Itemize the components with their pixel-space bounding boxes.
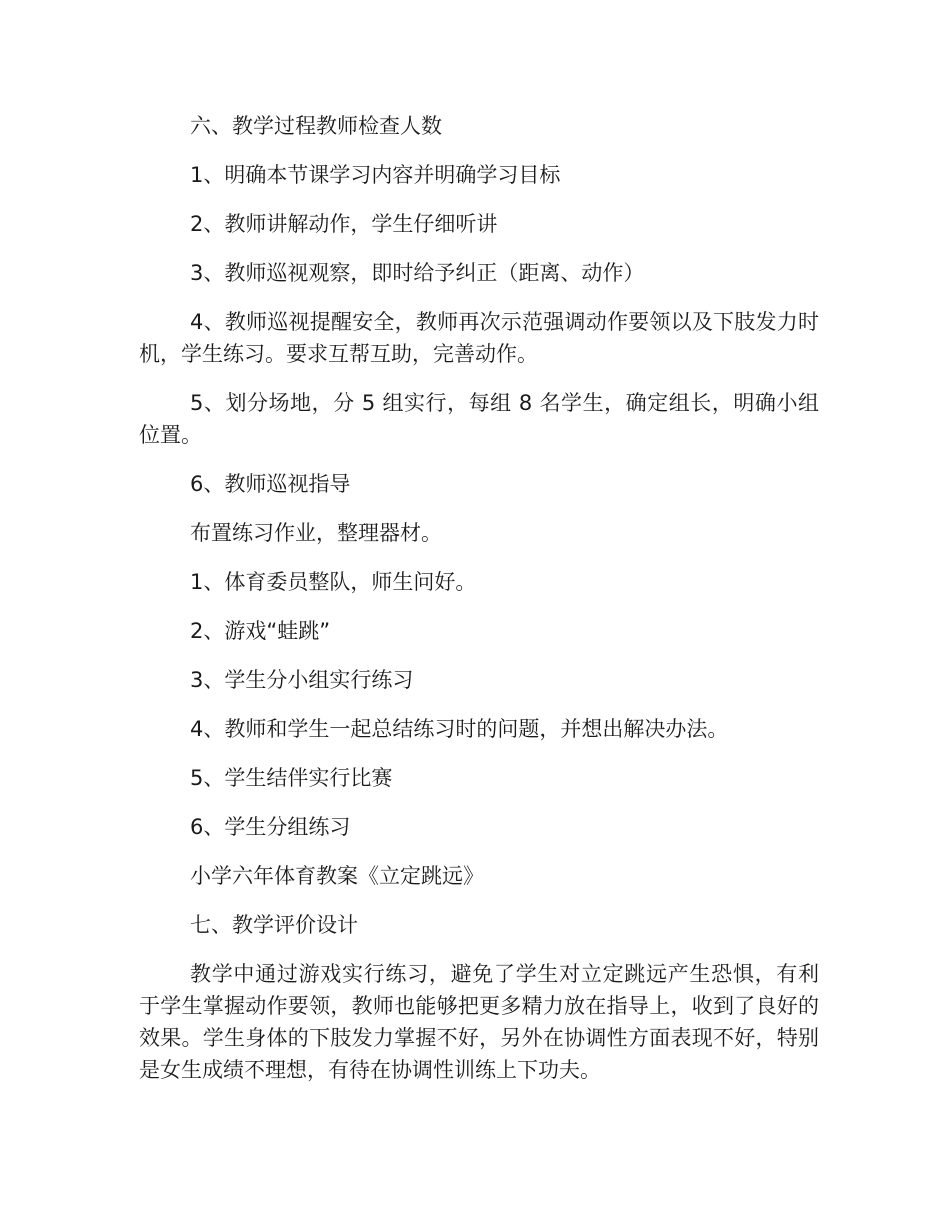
activity-step-6: 6、学生分组练习 [190, 815, 351, 839]
section-heading-teaching-process: 六、教学过程教师检查人数 [190, 114, 442, 138]
activity-step-3: 3、学生分小组实行练习 [190, 668, 414, 692]
process-step-6: 6、教师巡视指导 [190, 472, 351, 496]
homework-paragraph: 布置练习作业，整理器材。 [190, 521, 442, 545]
activity-step-1: 1、体育委员整队，师生问好。 [190, 570, 477, 594]
process-step-4: 4、教师巡视提醒安全，教师再次示范强调动作要领以及下肢发力时机，学生练习。要求互帮互助，完善动作。 [139, 310, 819, 366]
activity-step-4: 4、教师和学生一起总结练习时的问题，并想出解决办法。 [190, 717, 729, 741]
document-body [139, 110, 819, 1103]
evaluation-paragraph: 教学中通过游戏实行练习，避免了学生对立定跳远产生恐惧，有利于学生掌握动作要领，教师也能够把更多精力放在指导上，收到了良好的效果。学生身体的下肢发力掌握不好，另外在协调性方面表现不好，特别是女生成绩不理想，有待在协调性训练上下功夫。 [139, 962, 819, 1082]
process-step-5: 5、划分场地，分 5 组实行，每组 8 名学生，确定组长，明确小组位置。 [139, 391, 819, 447]
process-step-3: 3、教师巡视观察，即时给予纠正（距离、动作） [190, 261, 645, 285]
process-step-1: 1、明确本节课学习内容并明确学习目标 [190, 163, 561, 187]
activity-step-5: 5、学生结伴实行比赛 [190, 766, 393, 790]
section-heading-evaluation: 七、教学评价设计 [190, 913, 358, 937]
lesson-plan-title: 小学六年体育教案《立定跳远》 [190, 864, 484, 888]
process-step-2: 2、教师讲解动作，学生仔细听讲 [190, 212, 498, 236]
activity-step-2: 2、游戏“蛙跳” [190, 619, 331, 643]
